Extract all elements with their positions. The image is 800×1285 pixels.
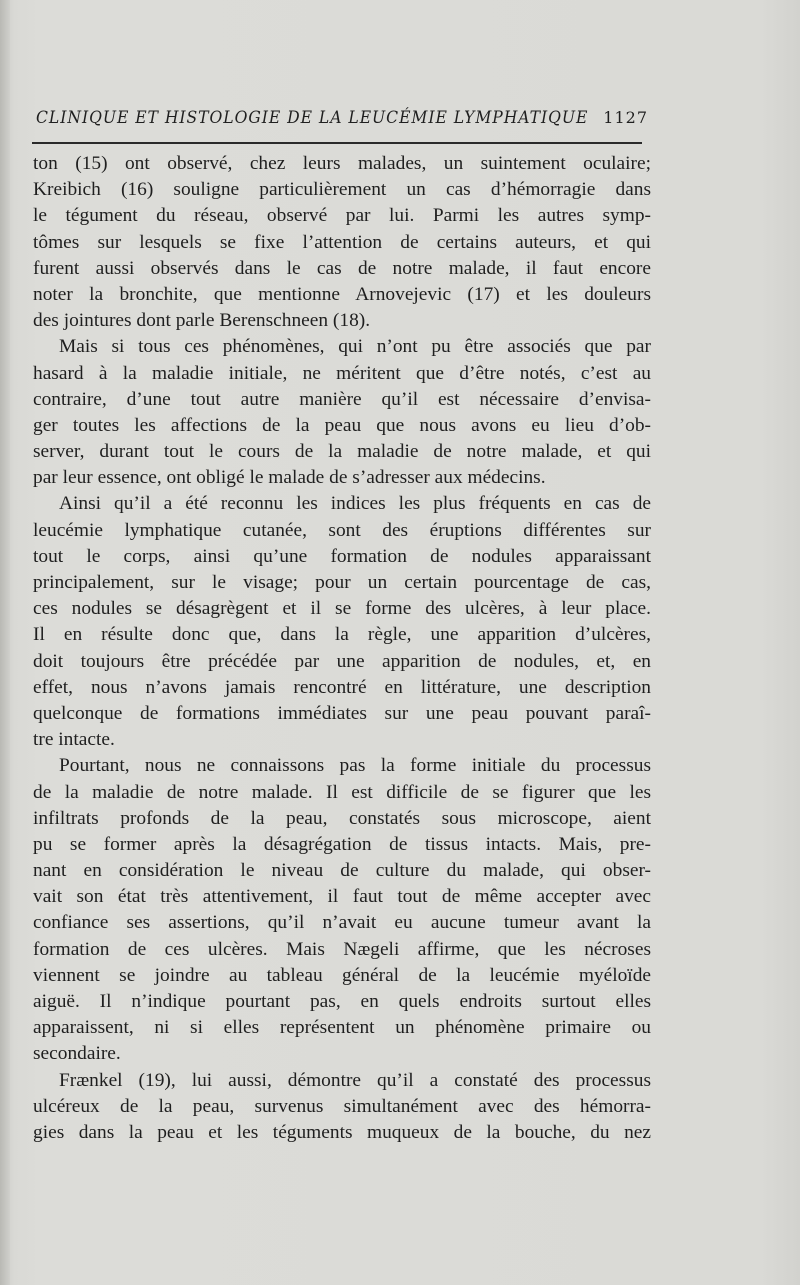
text-line: Mais si tous ces phénomènes, qui n’ont pu être associés que par — [59, 336, 651, 358]
text-line: effet, nous n’avons jamais rencontré en littérature, une description — [33, 676, 651, 698]
text-line: Ainsi qu’il a été reconnu les indices les plus fréquents en cas de — [59, 493, 651, 515]
running-header — [36, 108, 648, 138]
text-line: ger toutes les affections de la peau que nous avons eu lieu d’ob- — [33, 414, 651, 436]
text-line: ces nodules se désagrègent et il se forme des ulcères, à leur place. — [33, 598, 651, 620]
running-title: CLINIQUE ET HISTOLOGIE DE LA LEUCÉMIE LYMPHATIQUE — [36, 108, 589, 127]
text-line: viennent se joindre au tableau général de la leucémie myéloïde — [33, 964, 651, 986]
text-line: infiltrats profonds de la peau, constatés sous microscope, aient — [33, 807, 651, 829]
text-line: aiguë. Il n’indique pourtant pas, en quels endroits surtout elles — [33, 991, 651, 1012]
text-line: ton (15) ont observé, chez leurs malades, un suintement oculaire; — [33, 153, 651, 174]
text-line: nant en considération le niveau de culture du malade, qui obser- — [33, 860, 651, 882]
text-line: apparaissent, ni si elles représentent un phénomène primaire ou — [33, 1017, 651, 1039]
text-line: hasard à la maladie initiale, ne méritent que d’être notés, c’est au — [33, 362, 651, 384]
text-line: par leur essence, ont obligé le malade de s’adresser aux médecins. — [33, 467, 546, 489]
text-line: formation de ces ulcères. Mais Nægeli affirme, que les nécroses — [33, 938, 651, 960]
text-line: tre intacte. — [33, 729, 115, 751]
text-line: contraire, d’une tout autre manière qu’il est nécessaire d’envisa- — [33, 388, 651, 410]
text-line: doit toujours être précédée par une apparition de nodules, et, en — [33, 650, 651, 672]
text-line: vait son état très attentivement, il faut tout de même accepter avec — [33, 886, 651, 908]
text-line: le tégument du réseau, observé par lui. Parmi les autres symp- — [33, 205, 651, 227]
text-line: tômes sur lesquels se fixe l’attention de certains auteurs, et qui — [33, 231, 651, 253]
header-rule — [32, 142, 642, 144]
text-line: noter la bronchite, que mentionne Arnovejevic (17) et les douleurs — [33, 283, 651, 305]
text-line: Kreibich (16) souligne particulièrement un cas d’hémorragie dans — [33, 179, 651, 201]
text-line: server, durant tout le cours de la maladie de notre malade, et qui — [33, 441, 651, 463]
text-line: gies dans la peau et les téguments muqueux de la bouche, du nez — [33, 1121, 651, 1143]
text-line: de la maladie de notre malade. Il est difficile de se figurer que les — [33, 781, 651, 803]
text-line: ulcéreux de la peau, survenus simultanément avec des hémorra- — [33, 1095, 651, 1117]
text-line: des jointures dont parle Berenschneen (18). — [33, 310, 371, 332]
text-line: furent aussi observés dans le cas de notre malade, il faut encore — [33, 257, 651, 279]
text-line: Il en résulte donc que, dans la règle, une apparition d’ulcères, — [33, 624, 651, 646]
text-line: secondaire. — [33, 1043, 121, 1065]
page-number: 1127 — [603, 108, 648, 127]
text-line: pu se former après la désagrégation de tissus intacts. Mais, pre- — [33, 833, 651, 855]
text-line: principalement, sur le visage; pour un certain pourcentage de cas, — [33, 572, 651, 593]
body-text — [33, 151, 651, 1146]
text-line: quelconque de formations immédiates sur une peau pouvant paraî- — [33, 702, 651, 724]
text-line: tout le corps, ainsi qu’une formation de nodules apparaissant — [33, 545, 651, 567]
text-line: Pourtant, nous ne connaissons pas la forme initiale du processus — [59, 755, 651, 777]
text-line: leucémie lymphatique cutanée, sont des éruptions différentes sur — [33, 519, 651, 541]
page-spine-shadow — [0, 0, 10, 1285]
text-line: confiance ses assertions, qu’il n’avait eu aucune tumeur avant la — [33, 912, 651, 934]
text-line: Frænkel (19), lui aussi, démontre qu’il a constaté des processus — [59, 1069, 651, 1091]
